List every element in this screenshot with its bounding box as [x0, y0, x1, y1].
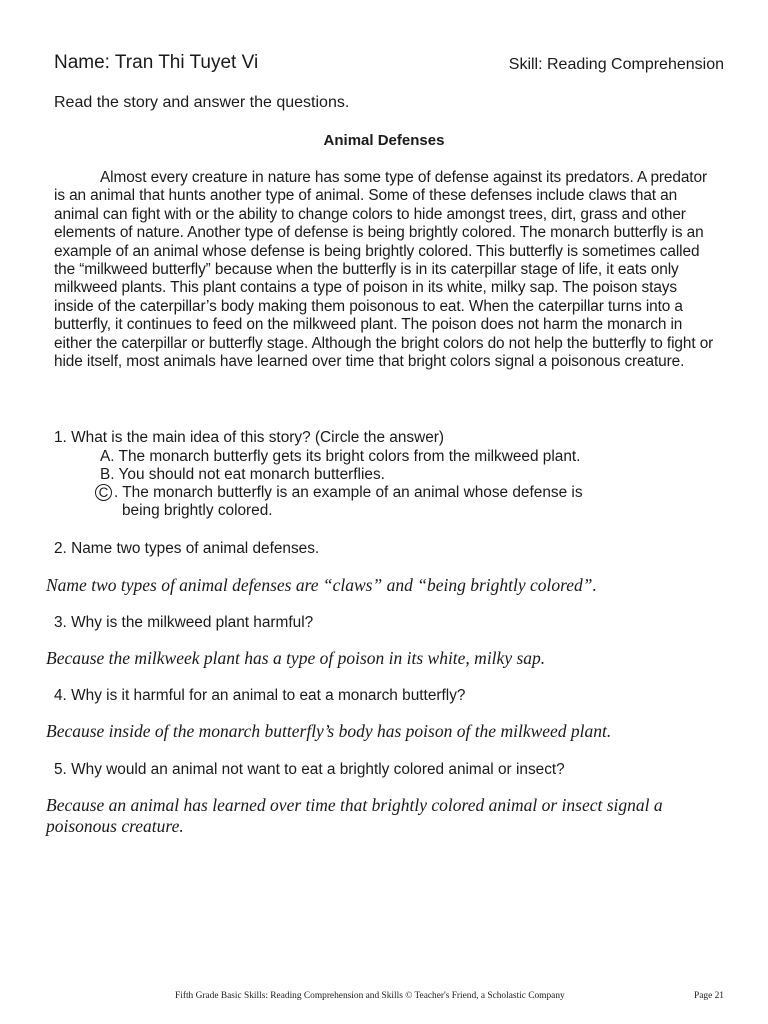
student-name: Name: Tran Thi Tuyet Vi	[54, 52, 259, 73]
page-number: Page 21	[694, 991, 724, 1001]
question-5: 5. Why would an animal not want to eat a brightly colored animal or insect?	[54, 761, 565, 778]
circled-answer-mark: C	[95, 484, 112, 501]
question-1: 1. What is the main idea of this story? (Circle the answer)	[54, 429, 445, 446]
question-1-option-a: A. The monarch butterfly gets its bright colors from the milkweed plant.	[100, 448, 581, 465]
answer-4: Because inside of the monarch butterfly’s body has poison of the milkweed plant.	[46, 721, 612, 741]
story-title: Animal Defenses	[323, 132, 445, 149]
instructions: Read the story and answer the questions.	[54, 94, 350, 111]
answer-2: Name two types of animal defenses are “claws” and “being brightly colored”.	[46, 575, 597, 595]
option-c-line2: being brightly colored.	[122, 502, 273, 520]
option-c-line1: . The monarch butterfly is an example of an animal whose defense is	[114, 484, 583, 501]
question-3: 3. Why is the milkweed plant harmful?	[54, 614, 314, 631]
question-1-option-c	[100, 484, 620, 521]
skill-label: Skill: Reading Comprehension	[508, 56, 724, 73]
question-4: 4. Why is it harmful for an animal to eat a monarch butterfly?	[54, 687, 466, 704]
question-2: 2. Name two types of animal defenses.	[54, 540, 320, 557]
answer-5: Because an animal has learned over time that brightly colored animal or insect signal a poisonous creature.	[46, 795, 663, 836]
story-body: Almost every creature in nature has some type of defense against its predators. A predator is an animal that hunts another type of animal. Some of these defenses include claws that an animal can fight with or the ability to change colors to hide amongst trees, dirt, grass and other elements of nature. Another type of defense is being brightly colored. The monarch butterfly is an example of an animal whose defense is being brightly colored. This butterfly is sometimes called the “milkweed butterfly” because when the butterfly is in its caterpillar stage of life, it eats only milkweed plants. This plant contains a type of poison in its white, milky sap. The poison stays inside of the caterpillar’s body making them poisonous to eat. When the caterpillar turns into a butterfly, it continues to feed on the milkweed plant. The poison does not harm the monarch in either the caterpillar or butterfly stage. Although the bright colors do not help the butterfly to fight or hide itself, most animals have learned over time that bright colors signal a poisonous creature.	[54, 169, 714, 371]
question-1-option-b: B. You should not eat monarch butterflies.	[100, 466, 385, 483]
footer-credit: Fifth Grade Basic Skills: Reading Comprehension and Skills © Teacher's Friend, a Scholastic Company	[175, 991, 565, 1001]
answer-3: Because the milkweek plant has a type of poison in its white, milky sap.	[46, 648, 546, 668]
